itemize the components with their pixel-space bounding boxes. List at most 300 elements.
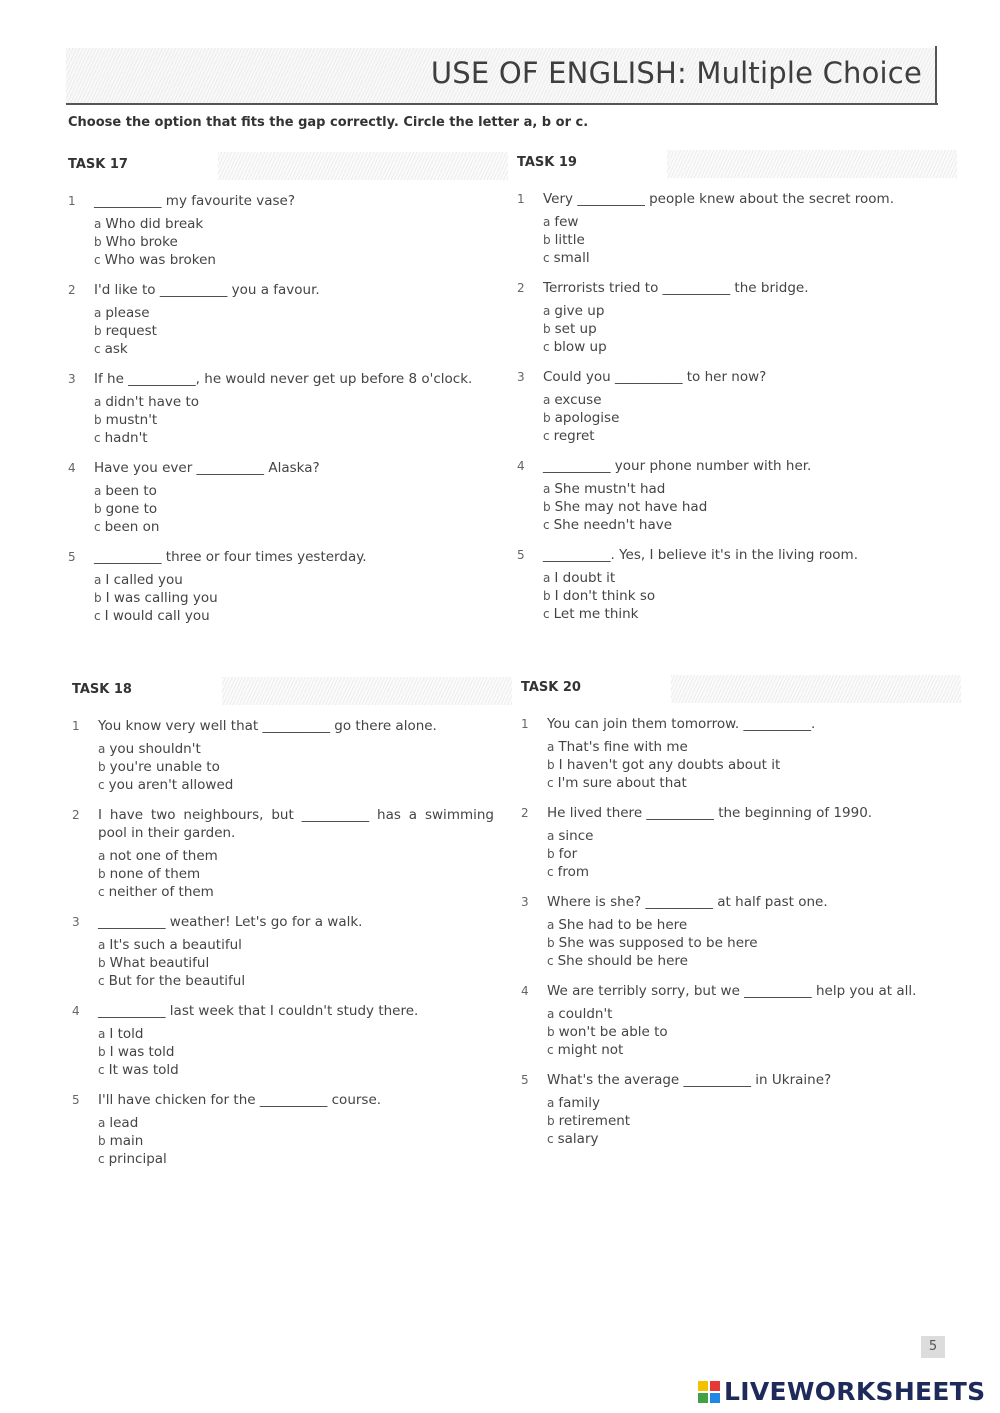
option-letter[interactable]: b [98, 1134, 106, 1148]
option-letter[interactable]: a [98, 938, 106, 952]
option-text: blow up [553, 339, 607, 355]
option-text: I was calling you [105, 590, 218, 606]
question-number: 5 [72, 1093, 80, 1107]
option-letter[interactable]: b [543, 589, 551, 603]
option-letter[interactable]: c [94, 431, 101, 445]
options [68, 304, 498, 358]
option-b[interactable] [543, 409, 947, 427]
question-text [517, 546, 947, 564]
option-c[interactable] [94, 251, 498, 269]
option-text: She needn't have [553, 517, 673, 533]
option-a[interactable] [547, 1094, 951, 1112]
brand-name: LIVEWORKSHEETS [724, 1377, 986, 1406]
option-text: lead [109, 1115, 139, 1131]
option-text: apologise [554, 410, 620, 426]
option-c[interactable] [98, 972, 502, 990]
option-b[interactable] [98, 758, 502, 776]
question [517, 546, 947, 623]
question-prompt: __________ weather! Let's go for a walk. [98, 914, 363, 930]
option-text: been to [105, 483, 157, 499]
option-b[interactable] [547, 1023, 951, 1041]
question-prompt: Very __________ people knew about the secret room. [543, 191, 894, 207]
option-letter[interactable]: c [98, 778, 105, 792]
option-c[interactable] [547, 863, 951, 881]
option-letter[interactable]: a [547, 1096, 555, 1110]
task-header [68, 152, 498, 180]
option-b[interactable] [543, 320, 947, 338]
question-number: 4 [521, 984, 529, 998]
option-letter[interactable]: c [94, 609, 101, 623]
option-letter[interactable]: b [547, 936, 555, 950]
option-letter[interactable]: a [94, 484, 102, 498]
option-a[interactable] [94, 304, 498, 322]
option-text: principal [108, 1151, 167, 1167]
task-header-band [667, 150, 957, 178]
option-letter[interactable]: a [94, 573, 102, 587]
option-a[interactable] [543, 302, 947, 320]
option-letter[interactable]: c [98, 885, 105, 899]
option-letter[interactable]: b [94, 591, 102, 605]
question-text [68, 459, 498, 477]
question-text [521, 893, 951, 911]
option-b[interactable] [98, 1132, 502, 1150]
options [521, 1094, 951, 1148]
option-letter[interactable]: b [543, 500, 551, 514]
question-number: 2 [521, 806, 529, 820]
question-prompt: __________ last week that I couldn't study there. [98, 1003, 419, 1019]
option-a[interactable] [94, 393, 498, 411]
option-text: you shouldn't [109, 741, 201, 757]
option-letter[interactable]: c [547, 865, 554, 879]
option-letter[interactable]: a [98, 1116, 106, 1130]
option-text: salary [557, 1131, 599, 1147]
question-prompt: __________. Yes, I believe it's in the living room. [543, 547, 858, 563]
question [517, 457, 947, 534]
option-text: retirement [558, 1113, 631, 1129]
question-prompt: __________ three or four times yesterday. [94, 549, 367, 565]
option-letter[interactable]: a [547, 918, 555, 932]
question-number: 3 [68, 372, 76, 386]
option-text: you're unable to [109, 759, 220, 775]
option-a[interactable] [94, 482, 498, 500]
option-letter[interactable]: b [543, 411, 551, 425]
option-letter[interactable]: a [94, 217, 102, 231]
option-text: ask [104, 341, 128, 357]
question-prompt: __________ your phone number with her. [543, 458, 812, 474]
task-header [517, 150, 947, 178]
task-title: TASK 17 [68, 157, 128, 172]
option-b[interactable] [547, 1112, 951, 1130]
option-c[interactable] [543, 516, 947, 534]
task-20 [521, 675, 951, 1148]
question-text [517, 368, 947, 386]
option-a[interactable] [543, 569, 947, 587]
question [72, 1091, 502, 1168]
option-letter[interactable]: c [98, 1152, 105, 1166]
option-letter[interactable]: a [543, 304, 551, 318]
option-letter[interactable]: c [98, 974, 105, 988]
option-letter[interactable]: c [543, 340, 550, 354]
option-text: been on [104, 519, 160, 535]
options [72, 1025, 502, 1079]
option-text: regret [553, 428, 595, 444]
question-prompt: If he __________, he would never get up before 8 o'clock. [94, 371, 473, 387]
option-letter[interactable]: b [94, 324, 102, 338]
task-header [72, 677, 502, 705]
question [68, 281, 498, 358]
question [517, 368, 947, 445]
option-text: small [553, 250, 590, 266]
question [517, 190, 947, 267]
option-text: Who was broken [104, 252, 216, 268]
option-letter[interactable]: b [547, 1114, 555, 1128]
option-letter[interactable]: b [547, 758, 555, 772]
option-text: set up [554, 321, 597, 337]
question [521, 1071, 951, 1148]
option-letter[interactable]: c [547, 1132, 554, 1146]
question [521, 893, 951, 970]
liveworksheets-logo-icon [698, 1381, 720, 1403]
option-a[interactable] [98, 847, 502, 865]
task-title: TASK 20 [521, 680, 581, 695]
question-text [72, 717, 502, 735]
option-b[interactable] [547, 756, 951, 774]
option-text: I would call you [104, 608, 210, 624]
question-prompt: You can join them tomorrow. __________. [547, 716, 816, 732]
option-letter[interactable]: b [543, 233, 551, 247]
question-text [521, 1071, 951, 1089]
option-b[interactable] [94, 589, 498, 607]
option-text: I called you [105, 572, 183, 588]
option-letter[interactable]: b [94, 502, 102, 516]
option-b[interactable] [547, 934, 951, 952]
option-b[interactable] [98, 954, 502, 972]
option-c[interactable] [543, 249, 947, 267]
question-prompt: I'll have chicken for the __________ course. [98, 1092, 382, 1108]
question-prompt: Where is she? __________ at half past one. [547, 894, 828, 910]
option-text: none of them [109, 866, 201, 882]
option-letter[interactable]: b [547, 1025, 555, 1039]
option-letter[interactable]: b [98, 1045, 106, 1059]
option-c[interactable] [547, 1130, 951, 1148]
option-text: gone to [105, 501, 158, 517]
question-number: 2 [72, 808, 80, 822]
question-number: 2 [68, 283, 76, 297]
task-17 [68, 152, 498, 625]
option-text: didn't have to [105, 394, 200, 410]
question-number: 5 [521, 1073, 529, 1087]
option-letter[interactable]: b [94, 413, 102, 427]
option-letter[interactable]: a [94, 306, 102, 320]
options [68, 571, 498, 625]
question-number: 1 [68, 194, 76, 208]
question-prompt: Terrorists tried to __________ the bridge. [543, 280, 809, 296]
option-text: What beautiful [109, 955, 210, 971]
option-a[interactable] [543, 480, 947, 498]
question-number: 3 [517, 370, 525, 384]
option-text: It's such a beautiful [109, 937, 242, 953]
question-prompt: I'd like to __________ you a favour. [94, 282, 320, 298]
option-letter[interactable]: c [94, 342, 101, 356]
option-letter[interactable]: a [543, 571, 551, 585]
question [68, 370, 498, 447]
option-text: hadn't [104, 430, 148, 446]
options [521, 738, 951, 792]
options [72, 847, 502, 901]
options [521, 916, 951, 970]
option-b[interactable] [94, 322, 498, 340]
option-b[interactable] [94, 233, 498, 251]
option-a[interactable] [94, 571, 498, 589]
question [521, 804, 951, 881]
option-text: It was told [108, 1062, 179, 1078]
option-text: little [554, 232, 585, 248]
option-text: couldn't [558, 1006, 613, 1022]
task-title: TASK 18 [72, 682, 132, 697]
question-text [68, 370, 498, 388]
option-letter[interactable]: b [98, 956, 106, 970]
option-b[interactable] [98, 865, 502, 883]
options [72, 740, 502, 794]
option-text: Let me think [553, 606, 639, 622]
question-number: 3 [72, 915, 80, 929]
option-b[interactable] [94, 411, 498, 429]
question-number: 4 [517, 459, 525, 473]
option-letter[interactable]: c [547, 954, 554, 968]
question-prompt: He lived there __________ the beginning of 1990. [547, 805, 873, 821]
option-letter[interactable]: b [98, 760, 106, 774]
option-text: not one of them [109, 848, 218, 864]
question-text [72, 1091, 502, 1109]
options [72, 936, 502, 990]
option-c[interactable] [94, 429, 498, 447]
task-header-band [671, 675, 961, 703]
option-b[interactable] [98, 1043, 502, 1061]
option-letter[interactable]: a [547, 740, 555, 754]
header-rule [66, 103, 938, 105]
option-letter[interactable]: a [98, 742, 106, 756]
question-number: 5 [68, 550, 76, 564]
option-letter[interactable]: b [94, 235, 102, 249]
option-b[interactable] [543, 231, 947, 249]
question-number: 1 [517, 192, 525, 206]
question [72, 717, 502, 794]
question-text [68, 281, 498, 299]
question-text [521, 982, 951, 1000]
option-c[interactable] [547, 774, 951, 792]
option-letter[interactable]: c [547, 776, 554, 790]
option-letter[interactable]: a [94, 395, 102, 409]
option-letter[interactable]: a [547, 1007, 555, 1021]
option-letter[interactable]: b [543, 322, 551, 336]
question-number: 1 [72, 719, 80, 733]
question-prompt: What's the average __________ in Ukraine? [547, 1072, 832, 1088]
option-letter[interactable]: a [98, 849, 106, 863]
option-text: She had to be here [558, 917, 688, 933]
question-number: 2 [517, 281, 525, 295]
question-text [72, 1002, 502, 1020]
option-text: Who did break [105, 216, 204, 232]
question [68, 548, 498, 625]
option-b[interactable] [94, 500, 498, 518]
option-text: please [105, 305, 150, 321]
option-letter[interactable]: a [543, 482, 551, 496]
question-prompt: You know very well that __________ go there alone. [98, 718, 437, 734]
option-c[interactable] [98, 1061, 502, 1079]
option-c[interactable] [94, 607, 498, 625]
option-text: But for the beautiful [108, 973, 246, 989]
options [521, 1005, 951, 1059]
options [517, 302, 947, 356]
question [72, 806, 502, 901]
option-c[interactable] [98, 883, 502, 901]
option-text: you aren't allowed [108, 777, 234, 793]
option-letter[interactable]: c [543, 607, 550, 621]
header-divider [935, 46, 937, 104]
option-text: I told [109, 1026, 144, 1042]
option-a[interactable] [94, 215, 498, 233]
options [517, 213, 947, 267]
question-text [521, 804, 951, 822]
option-text: She may not have had [554, 499, 708, 515]
option-letter[interactable]: b [547, 847, 555, 861]
question-text [517, 279, 947, 297]
options [72, 1114, 502, 1168]
option-letter[interactable]: c [547, 1043, 554, 1057]
question [68, 192, 498, 269]
option-text: family [558, 1095, 601, 1111]
option-letter[interactable]: c [543, 429, 550, 443]
option-b[interactable] [543, 587, 947, 605]
option-text: She mustn't had [554, 481, 666, 497]
question-prompt: Have you ever __________ Alaska? [94, 460, 320, 476]
task-header [521, 675, 951, 703]
option-letter[interactable]: c [543, 251, 550, 265]
question-text [72, 806, 494, 842]
option-text: Who broke [105, 234, 178, 250]
option-text: won't be able to [558, 1024, 668, 1040]
option-a[interactable] [543, 213, 947, 231]
option-a[interactable] [98, 1025, 502, 1043]
question [521, 982, 951, 1059]
option-b[interactable] [543, 498, 947, 516]
option-a[interactable] [98, 740, 502, 758]
question-number: 5 [517, 548, 525, 562]
option-letter[interactable]: a [543, 215, 551, 229]
question-number: 4 [72, 1004, 80, 1018]
question-text [517, 190, 947, 208]
option-text: few [554, 214, 579, 230]
option-letter[interactable]: c [543, 518, 550, 532]
option-letter[interactable]: c [98, 1063, 105, 1077]
option-c[interactable] [94, 340, 498, 358]
option-letter[interactable]: b [98, 867, 106, 881]
option-b[interactable] [547, 845, 951, 863]
option-text: mustn't [105, 412, 158, 428]
question-number: 3 [521, 895, 529, 909]
option-a[interactable] [547, 738, 951, 756]
option-a[interactable] [547, 827, 951, 845]
option-c[interactable] [98, 1150, 502, 1168]
option-text: She was supposed to be here [558, 935, 758, 951]
task-19 [517, 150, 947, 623]
question-prompt: We are terribly sorry, but we __________ help you at all. [547, 983, 917, 999]
question-text [517, 457, 947, 475]
option-text: main [109, 1133, 144, 1149]
option-c[interactable] [94, 518, 498, 536]
option-letter[interactable]: a [547, 829, 555, 843]
task-header-band [218, 152, 508, 180]
task-title: TASK 19 [517, 155, 577, 170]
option-a[interactable] [98, 936, 502, 954]
page-number: 5 [921, 1336, 945, 1358]
option-text: might not [557, 1042, 624, 1058]
option-letter[interactable]: c [94, 520, 101, 534]
option-text: request [105, 323, 157, 339]
question [72, 913, 502, 990]
question-text [521, 715, 951, 733]
option-c[interactable] [543, 338, 947, 356]
question [517, 279, 947, 356]
options [68, 215, 498, 269]
question [68, 459, 498, 536]
option-text: I don't think so [554, 588, 656, 604]
option-text: I doubt it [554, 570, 616, 586]
page-title: USE OF ENGLISH: Multiple Choice [430, 56, 922, 90]
option-text: neither of them [108, 884, 214, 900]
task-header-band [222, 677, 512, 705]
question [521, 715, 951, 792]
task-18 [72, 677, 502, 1168]
option-text: That's fine with me [558, 739, 688, 755]
option-text: from [557, 864, 590, 880]
option-a[interactable] [547, 916, 951, 934]
option-a[interactable] [547, 1005, 951, 1023]
options [68, 482, 498, 536]
option-c[interactable] [547, 952, 951, 970]
question-text [68, 548, 498, 566]
option-c[interactable] [547, 1041, 951, 1059]
question-text [68, 192, 498, 210]
question [72, 1002, 502, 1079]
option-a[interactable] [98, 1114, 502, 1132]
question-text [72, 913, 502, 931]
option-text: for [558, 846, 578, 862]
instructions: Choose the option that fits the gap correctly. Circle the letter a, b or c. [68, 115, 589, 130]
question-prompt: I have two neighbours, but __________ has a swimming pool in their garden. [98, 807, 494, 841]
options [521, 827, 951, 881]
option-text: I'm sure about that [557, 775, 687, 791]
options [517, 480, 947, 534]
question-number: 4 [68, 461, 76, 475]
option-a[interactable] [543, 391, 947, 409]
option-letter[interactable]: a [543, 393, 551, 407]
options [517, 569, 947, 623]
option-text: give up [554, 303, 605, 319]
option-text: excuse [554, 392, 602, 408]
option-letter[interactable]: a [98, 1027, 106, 1041]
question-prompt: __________ my favourite vase? [94, 193, 296, 209]
option-letter[interactable]: c [94, 253, 101, 267]
option-c[interactable] [543, 605, 947, 623]
options [68, 393, 498, 447]
option-text: She should be here [557, 953, 688, 969]
option-text: since [558, 828, 594, 844]
option-c[interactable] [98, 776, 502, 794]
option-text: I haven't got any doubts about it [558, 757, 781, 773]
option-text: I was told [109, 1044, 175, 1060]
option-c[interactable] [543, 427, 947, 445]
